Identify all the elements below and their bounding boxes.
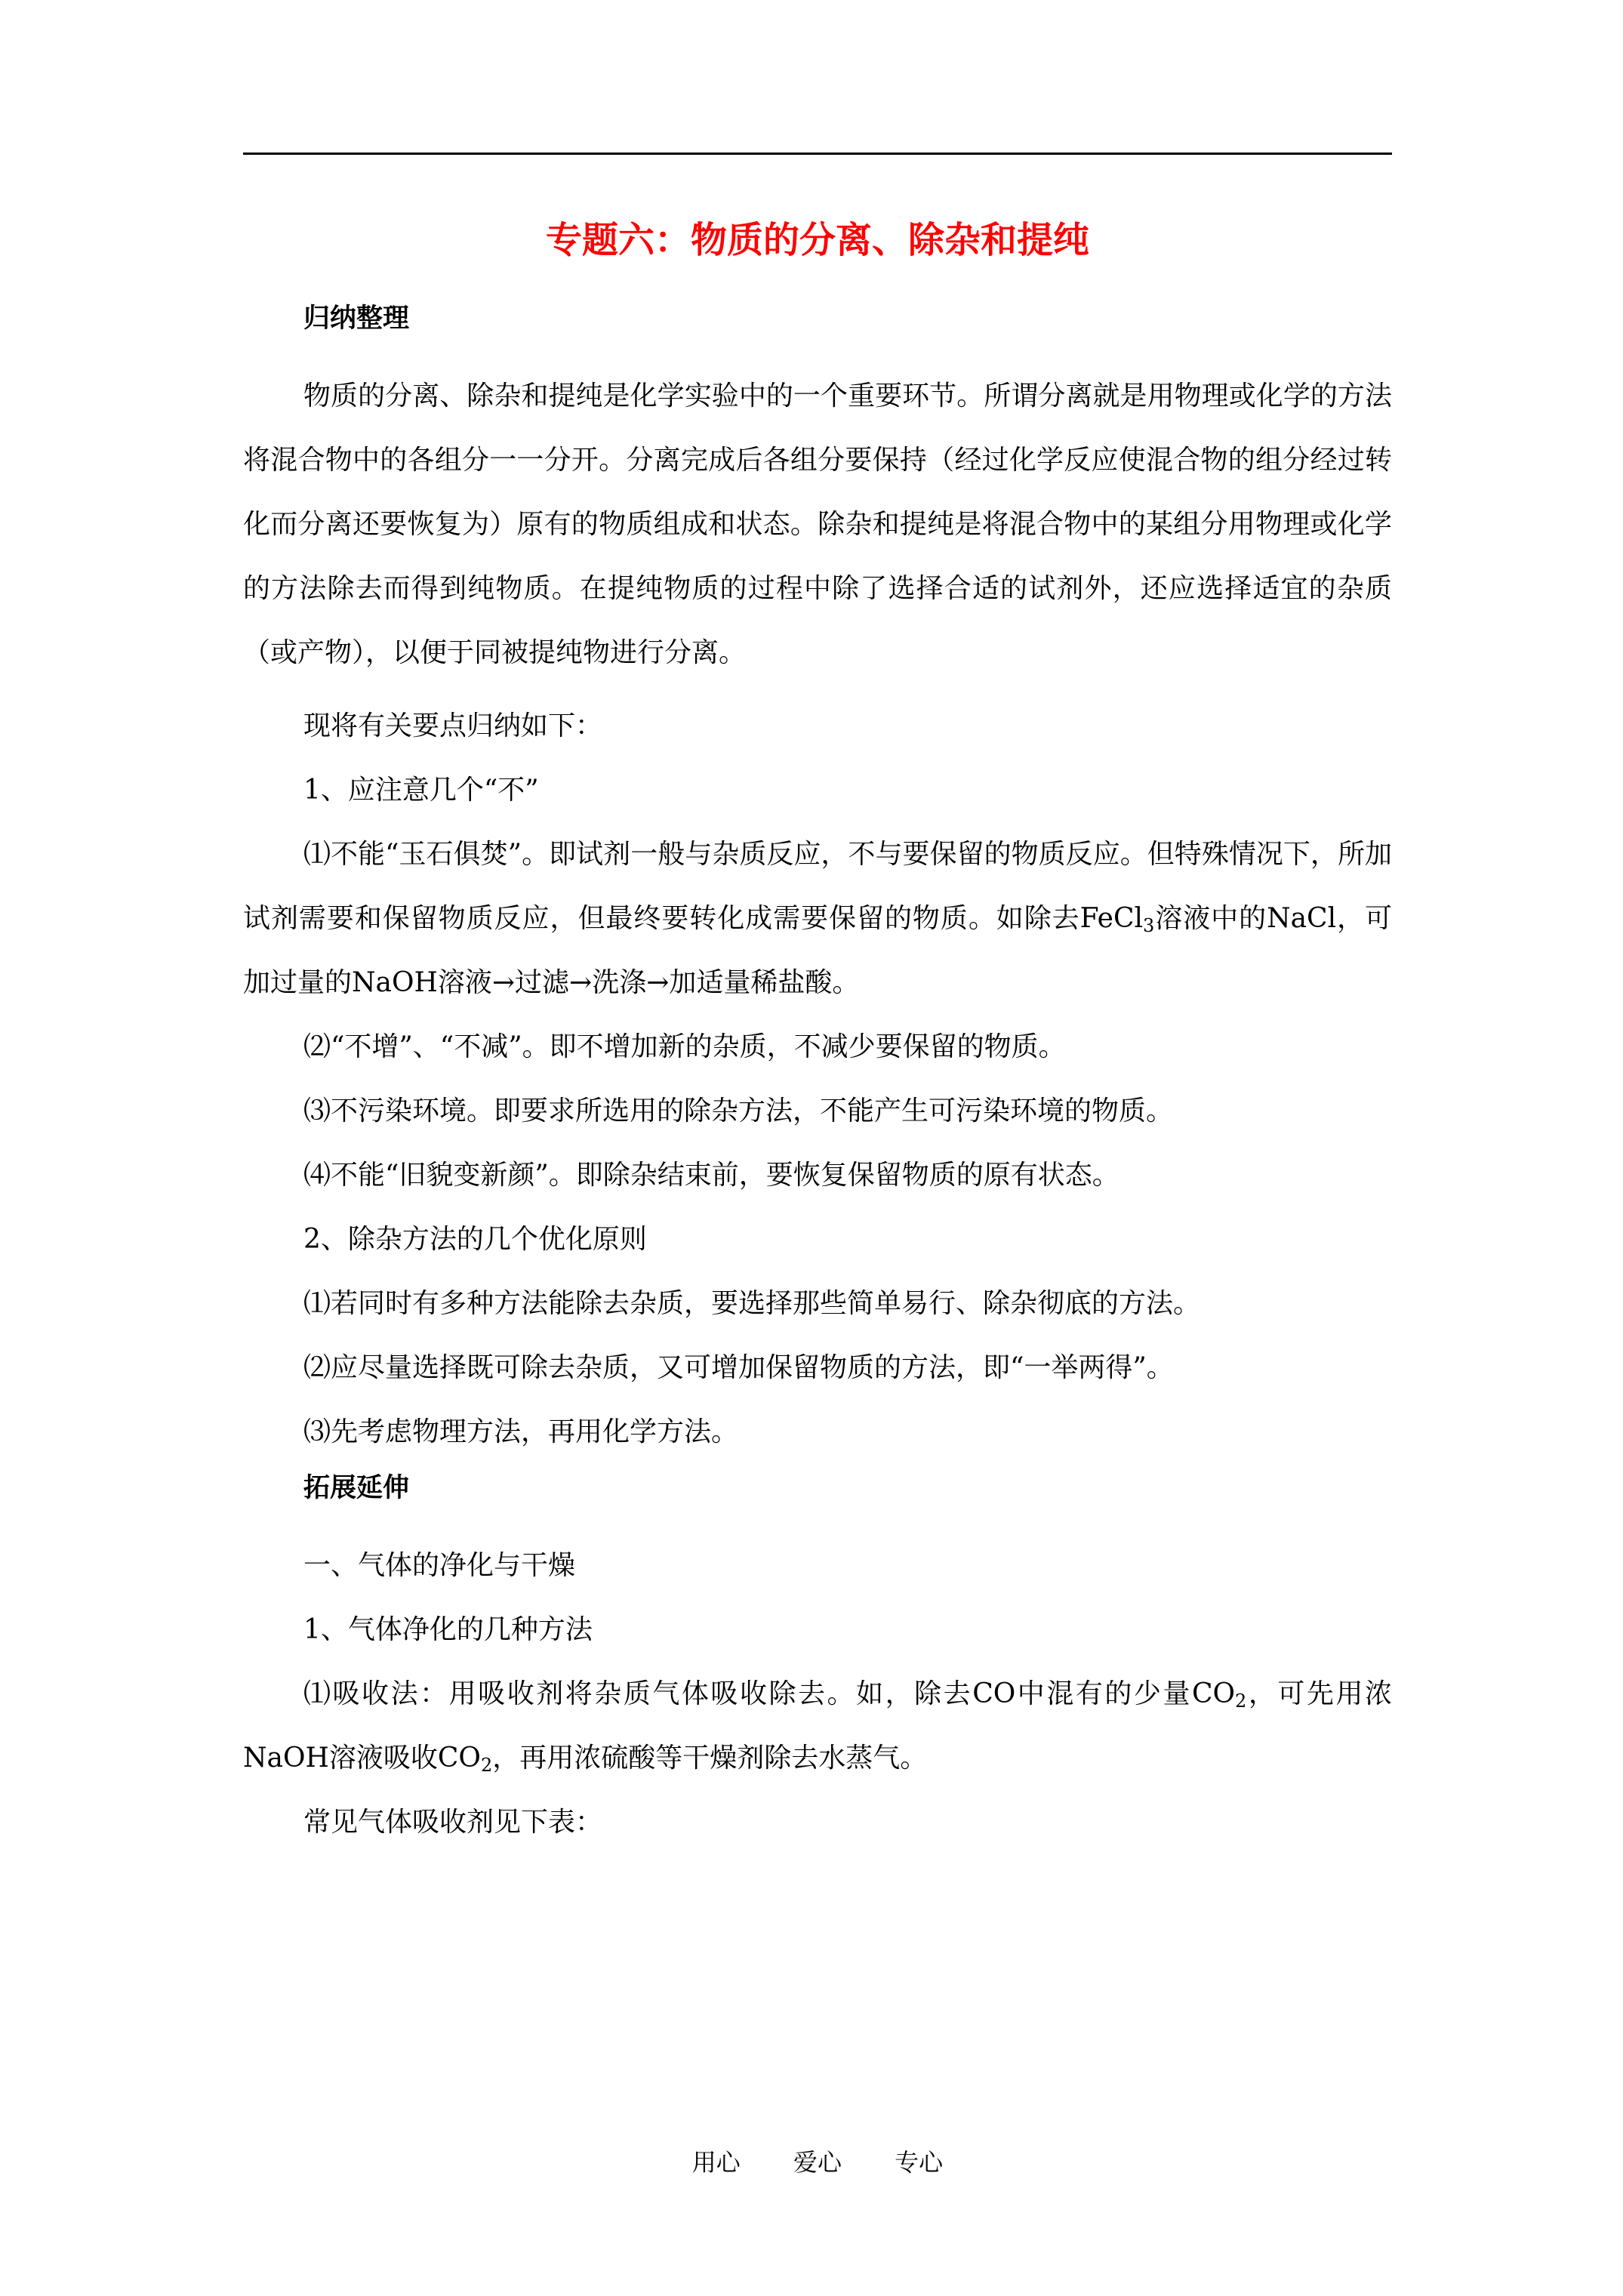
point2-item3: ⑶先考虑物理方法，再用化学方法。 <box>303 1416 739 1447</box>
footer-word-2: 爱心 <box>793 2148 842 2177</box>
point1-item2: ⑵“不增”、“不减”。即不增加新的杂质，不减少要保留的物质。 <box>303 1031 1066 1062</box>
absorption-text-a: ⑴吸收法：用吸收剂将杂质气体吸收除去。如，除去CO中混有的少量CO <box>303 1678 1236 1709</box>
point1-title: 1、应注意几个“不” <box>303 775 539 806</box>
point1-item1-text-a: ⑴不能“玉石俱焚”。即试剂一般与杂质反应，不与要保留的物质反应。但特殊情况下，所加试剂需要和保留物质反应，但最终要转化成需要保留的物质。如除去FeCl <box>243 839 1392 934</box>
absorption-method-paragraph <box>243 1662 1392 1790</box>
gas-purification-methods-title: 1、气体净化的几种方法 <box>303 1614 593 1645</box>
absorption-subscript-2: 2 <box>480 1755 493 1776</box>
point1-item1-text-b: 溶液中的NaCl，可加过量的NaOH溶液→过滤→洗涤→加适量稀盐酸。 <box>243 903 1392 998</box>
document-body <box>243 300 1392 1854</box>
point1-item1 <box>243 822 1392 1015</box>
section-heading-summary: 归纳整理 <box>303 303 410 334</box>
gas-purification-subheading: 一、气体的净化与干燥 <box>303 1550 576 1581</box>
point1-item1-subscript: 3 <box>1143 915 1155 936</box>
point1-item4: ⑷不能“旧貌变新颜”。即除杂结束前，要恢复保留物质的原有状态。 <box>303 1160 1119 1191</box>
footer-word-3: 专心 <box>895 2148 944 2177</box>
point2-title: 2、除杂方法的几个优化原则 <box>303 1224 647 1255</box>
intro-paragraph: 物质的分离、除杂和提纯是化学实验中的一个重要环节。所谓分离就是用物理或化学的方法将混合物中的各组分一一分开。分离完成后各组分要保持（经过化学反应使混合物的组分经过转化而分离还要恢复为）原有的物质组成和状态。除杂和提纯是将混合物中的某组分用物理或化学的方法除去而得到纯物质。在提纯物质的过程中除了选择合适的试剂外，还应选择适宜的杂质（或产物），以便于同被提纯物进行分离。 <box>243 381 1392 668</box>
header-rule <box>243 153 1392 155</box>
point1-item3: ⑶不污染环境。即要求所选用的除杂方法，不能产生可污染环境的物质。 <box>303 1096 1174 1126</box>
point2-item1: ⑴若同时有多种方法能除去杂质，要选择那些简单易行、除杂彻底的方法。 <box>303 1288 1201 1319</box>
absorption-subscript-1: 2 <box>1235 1690 1247 1712</box>
summary-lead: 现将有关要点归纳如下： <box>303 710 603 741</box>
page-title: 专题六：物质的分离、除杂和提纯 <box>545 219 1089 261</box>
point2-item2: ⑵应尽量选择既可除去杂质，又可增加保留物质的方法，即“一举两得”。 <box>303 1352 1174 1383</box>
footer-word-1: 用心 <box>691 2148 741 2177</box>
absorbent-table-lead: 常见气体吸收剂见下表： <box>303 1807 603 1838</box>
absorption-text-b: ，可先用浓NaOH溶液吸收CO <box>243 1678 1392 1774</box>
section-heading-extension: 拓展延伸 <box>303 1472 410 1503</box>
absorption-text-c: ，再用浓硫酸等干燥剂除去水蒸气。 <box>492 1743 928 1774</box>
page-footer <box>243 2144 1392 2180</box>
